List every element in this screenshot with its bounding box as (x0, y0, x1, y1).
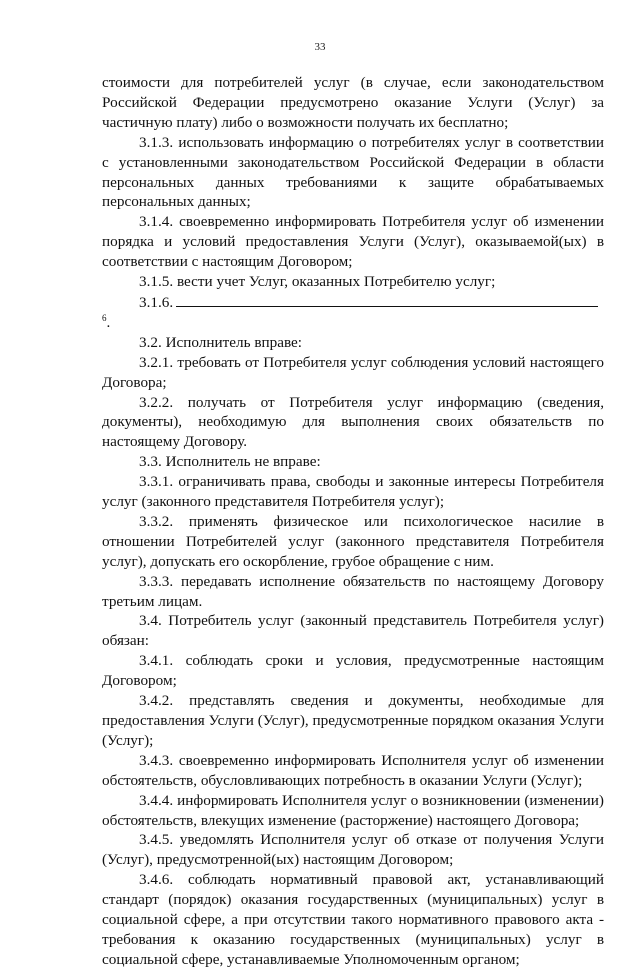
clause-3-4-6: 3.4.6. соблюдать нормативный правовой акт, устанавливающий стандарт (порядок) оказания государственных (муниципальных) услуг в социальной сфере, а при отсутствии такого нормативного правового акта - требования к оказанию государственных (муниципальных) услуг в социальной сфере, устанавливаемые Уполномоченным органом; (102, 871, 604, 968)
clause-3-3-2: 3.3.2. применять физическое или психологическое насилие в отношении Потребителей услуг (законного представителя Потребителя услуг), допускать его оскорбление, грубое обращение с ним. (102, 512, 604, 570)
clause-3-4-4: 3.4.4. информировать Исполнителя услуг о возникновении (изменении) обстоятельств, влекущих изменение (расторжение) настоящего Договора; (102, 791, 604, 829)
document-body (102, 73, 604, 970)
footnote-marker: 6 (102, 312, 107, 323)
clause-3-1-5: 3.1.5. вести учет Услуг, оказанных Потребителю услуг; (139, 273, 496, 291)
clause-3-1-6-end: . (106, 313, 111, 331)
clause-3-4-2: 3.4.2. представлять сведения и документы, необходимые для предоставления Услуги (Услуг), предусмотренные порядком оказания Услуги (Услуг); (102, 692, 604, 749)
clause-3-2-1: 3.2.1. требовать от Потребителя услуг соблюдения условий настоящего Договора; (102, 353, 604, 391)
section-3-3-heading: 3.3. Исполнитель не вправе: (139, 453, 321, 471)
section-3-2-heading: 3.2. Исполнитель вправе: (139, 333, 302, 351)
clause-3-3-3: 3.3.3. передавать исполнение обязательств по настоящему Договору третьим лицам. (102, 572, 604, 610)
clause-3-4-1: 3.4.1. соблюдать сроки и условия, предусмотренные настоящим Договором; (102, 652, 604, 690)
clause-3-1-6-number: 3.1.6. (139, 293, 174, 311)
fill-in-blank-line (176, 292, 598, 307)
clause-3-4-5: 3.4.5. уведомлять Исполнителя услуг об отказе от получения Услуги (Услуг), предусмотренной(ых) настоящим Договором; (102, 831, 604, 869)
paragraph-continuation: стоимости для потребителей услуг (в случае, если законодательством Российской Федерации предусмотрено оказание Услуги (Услуг) за частичную плату) либо о возможности получать их бесплатно; (102, 74, 604, 131)
clause-3-1-3: 3.1.3. использовать информацию о потребителях услуг в соответствии с установленными законодательством Российской Федерации в области персональных данных требованиями к защите обрабатываемых персональных данных; (102, 133, 604, 211)
clause-3-1-6 (102, 292, 604, 333)
clause-3-3-1: 3.3.1. ограничивать права, свободы и законные интересы Потребителя услуг (законного представителя Потребителя услуг); (102, 473, 604, 511)
clause-3-4-3: 3.4.3. своевременно информировать Исполнителя услуг об изменении обстоятельств, обусловливающих потребность в оказании Услуги (Услуг); (102, 751, 604, 789)
page-number: 33 (314, 41, 326, 53)
clause-3-2-2: 3.2.2. получать от Потребителя услуг информацию (сведения, документы), необходимую для выполнения своих обязательств по настоящему Договору. (102, 393, 604, 451)
clause-3-1-4: 3.1.4. своевременно информировать Потребителя услуг об изменении порядка и условий предоставления Услуги (Услуг), оказываемой(ых) в соответствии с настоящим Договором; (102, 213, 604, 271)
section-3-4-heading: 3.4. Потребитель услуг (законный представитель Потребителя услуг) обязан: (102, 612, 604, 650)
